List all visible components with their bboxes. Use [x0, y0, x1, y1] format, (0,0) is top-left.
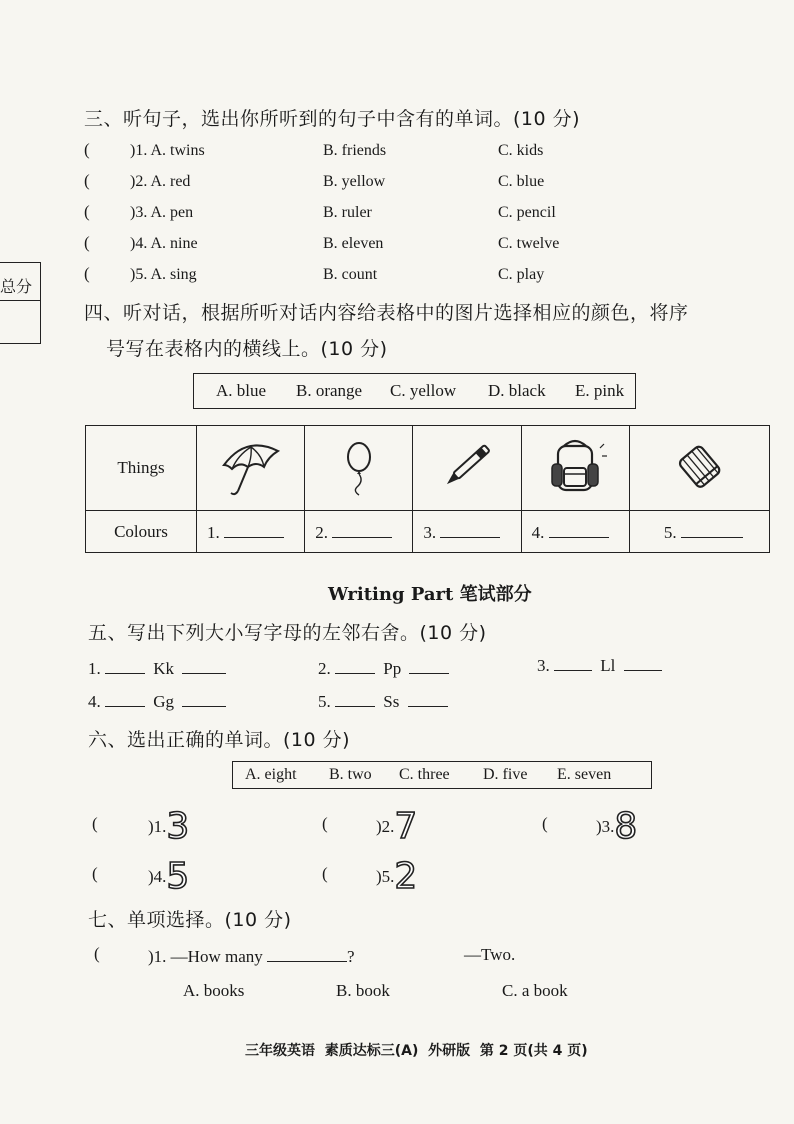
answer-blank[interactable] — [332, 521, 392, 538]
item-number: 2. — [318, 659, 331, 678]
item-number: 3. — [537, 656, 550, 675]
answer-paren[interactable]: ( — [94, 944, 100, 963]
word-option-a: A. eight — [245, 766, 297, 783]
section-4-heading-line2: 号写在表格内的横线上。(10 分) — [106, 338, 388, 360]
schoolbag-picture — [521, 426, 629, 511]
score-box-divider — [0, 300, 40, 301]
letter-blank[interactable] — [335, 690, 375, 707]
s3-q3-option-a: )3. A. pen — [130, 204, 194, 221]
colour-answer-3[interactable] — [413, 511, 521, 553]
letter-item-3 — [537, 654, 662, 676]
answer-paren[interactable]: ( — [84, 233, 90, 252]
outline-digit: 5 — [166, 856, 190, 897]
number-item-4 — [148, 856, 189, 897]
things-label: Things — [86, 426, 197, 511]
balloon-icon — [339, 435, 379, 497]
s3-q1-option-a: )1. A. twins — [130, 142, 205, 159]
answer-paren[interactable]: ( — [92, 864, 98, 883]
writing-part-title: Writing Part 笔试部分 — [328, 584, 532, 605]
color-option-e: E. pink — [575, 381, 625, 400]
word-option-d: D. five — [483, 766, 528, 783]
answer-paren[interactable]: ( — [322, 814, 328, 833]
answer-blank[interactable] — [549, 521, 609, 538]
answer-paren[interactable]: ( — [92, 814, 98, 833]
outline-digit: 7 — [394, 806, 418, 847]
answer-number: 1. — [207, 522, 220, 542]
s7-q1-option-b: B. book — [336, 981, 390, 1000]
letter-item-5 — [318, 690, 448, 712]
s3-q3-option-c: C. pencil — [498, 204, 556, 221]
given-letters: Kk — [153, 659, 175, 678]
word-option-c: C. three — [399, 766, 450, 783]
outline-digit: 2 — [394, 856, 418, 897]
number-item-5 — [376, 856, 417, 897]
s7-q1-option-c: C. a book — [502, 981, 568, 1000]
colours-label: Colours — [86, 511, 197, 553]
section-3-heading: 三、听句子，选出你所听到的句子中含有的单词。(10 分) — [84, 108, 581, 130]
answer-number: 4. — [531, 522, 545, 542]
s3-q3-option-b: B. ruler — [323, 204, 372, 221]
section-5-heading: 五、写出下列大小写字母的左邻右舍。(10 分) — [88, 622, 487, 644]
colour-answer-4[interactable] — [521, 511, 629, 553]
umbrella-icon — [216, 433, 286, 499]
number-item-3 — [596, 806, 637, 847]
page-footer: 三年级英语 素质达标三(A) 外研版 第 2 页(共 4 页) — [245, 1043, 588, 1059]
item-number: 4. — [88, 692, 101, 711]
letter-blank[interactable] — [554, 654, 592, 671]
item-number: )1. — [148, 817, 167, 836]
answer-blank[interactable] — [681, 521, 743, 538]
outline-digit: 3 — [166, 806, 190, 847]
answer-paren[interactable]: ( — [84, 202, 90, 221]
letter-item-2 — [318, 657, 449, 679]
umbrella-picture — [197, 426, 305, 511]
score-label: 总分 — [0, 277, 33, 296]
item-number: )2. — [376, 817, 395, 836]
pen-icon — [442, 435, 492, 497]
s7-q1-option-a: A. books — [183, 981, 245, 1000]
letter-item-4 — [88, 690, 226, 712]
word-options-box — [232, 761, 652, 789]
answer-paren[interactable]: ( — [84, 140, 90, 159]
balloon-picture — [305, 426, 413, 511]
color-option-b: B. orange — [296, 381, 363, 400]
pen-picture — [413, 426, 521, 511]
given-letters: Pp — [383, 659, 402, 678]
outline-digit: 8 — [614, 806, 638, 847]
s3-q1-option-b: B. friends — [323, 142, 387, 159]
color-option-c: C. yellow — [390, 381, 457, 400]
schoolbag-icon — [540, 434, 610, 498]
s3-q1-option-c: C. kids — [498, 142, 544, 159]
given-letters: Gg — [153, 692, 175, 711]
item-number: 1. — [88, 659, 101, 678]
s3-q5-option-a: )5. A. sing — [130, 266, 197, 283]
number-item-2 — [376, 806, 417, 847]
letter-blank[interactable] — [408, 690, 448, 707]
s3-q2-option-b: B. yellow — [323, 173, 386, 190]
word-option-b: B. two — [329, 766, 372, 783]
s3-q5-option-c: C. play — [498, 266, 545, 283]
color-option-d: D. black — [488, 381, 546, 400]
question-mark: ? — [346, 947, 355, 966]
answer-paren[interactable]: ( — [322, 864, 328, 883]
eraser-icon — [669, 436, 729, 496]
letter-blank[interactable] — [409, 657, 449, 674]
item-number: )3. — [596, 817, 615, 836]
s3-q4-option-a: )4. A. nine — [130, 235, 198, 252]
s3-q2-option-c: C. blue — [498, 173, 545, 190]
letter-blank[interactable] — [335, 657, 375, 674]
number-item-1 — [148, 806, 189, 847]
color-option-a: A. blue — [216, 381, 267, 400]
section-4-heading-line1: 四、听对话，根据所听对话内容给表格中的图片选择相应的颜色，将序 — [84, 302, 689, 324]
letter-blank[interactable] — [624, 654, 662, 671]
answer-number: 3. — [423, 522, 437, 542]
s3-q4-option-c: C. twelve — [498, 235, 560, 252]
item-number: )5. — [376, 867, 395, 886]
given-letters: Ll — [600, 656, 616, 675]
answer-paren[interactable]: ( — [84, 264, 90, 283]
s7-question-1-answer: —Two. — [464, 945, 516, 964]
letter-blank[interactable] — [182, 690, 226, 707]
answer-blank[interactable] — [224, 521, 284, 538]
question-blank[interactable] — [267, 945, 347, 962]
question-text: )1. —How many — [148, 947, 263, 966]
s7-question-1 — [148, 945, 355, 967]
letter-item-1 — [88, 657, 226, 679]
word-option-e: E. seven — [557, 766, 612, 783]
colour-answer-1[interactable] — [197, 511, 305, 553]
s3-q2-option-a: )2. A. red — [130, 173, 191, 190]
item-number: )4. — [148, 867, 167, 886]
section-6-heading: 六、选出正确的单词。(10 分) — [88, 729, 351, 751]
letter-blank[interactable] — [182, 657, 226, 674]
color-options-box — [193, 373, 636, 409]
answer-paren[interactable]: ( — [84, 171, 90, 190]
answer-number: 2. — [315, 522, 328, 542]
answer-blank[interactable] — [440, 521, 500, 538]
given-letters: Ss — [383, 692, 400, 711]
colour-answer-2[interactable] — [305, 511, 413, 553]
colour-answer-5[interactable] — [629, 511, 769, 553]
pencil-case-picture — [629, 426, 769, 511]
things-colours-table — [85, 425, 770, 553]
item-number: 5. — [318, 692, 331, 711]
letter-blank[interactable] — [105, 657, 145, 674]
section-7-heading: 七、单项选择。(10 分) — [88, 909, 292, 931]
answer-number: 5. — [663, 522, 677, 542]
s3-q4-option-b: B. eleven — [323, 235, 384, 252]
s3-q5-option-b: B. count — [323, 266, 378, 283]
answer-paren[interactable]: ( — [542, 814, 548, 833]
letter-blank[interactable] — [105, 690, 145, 707]
